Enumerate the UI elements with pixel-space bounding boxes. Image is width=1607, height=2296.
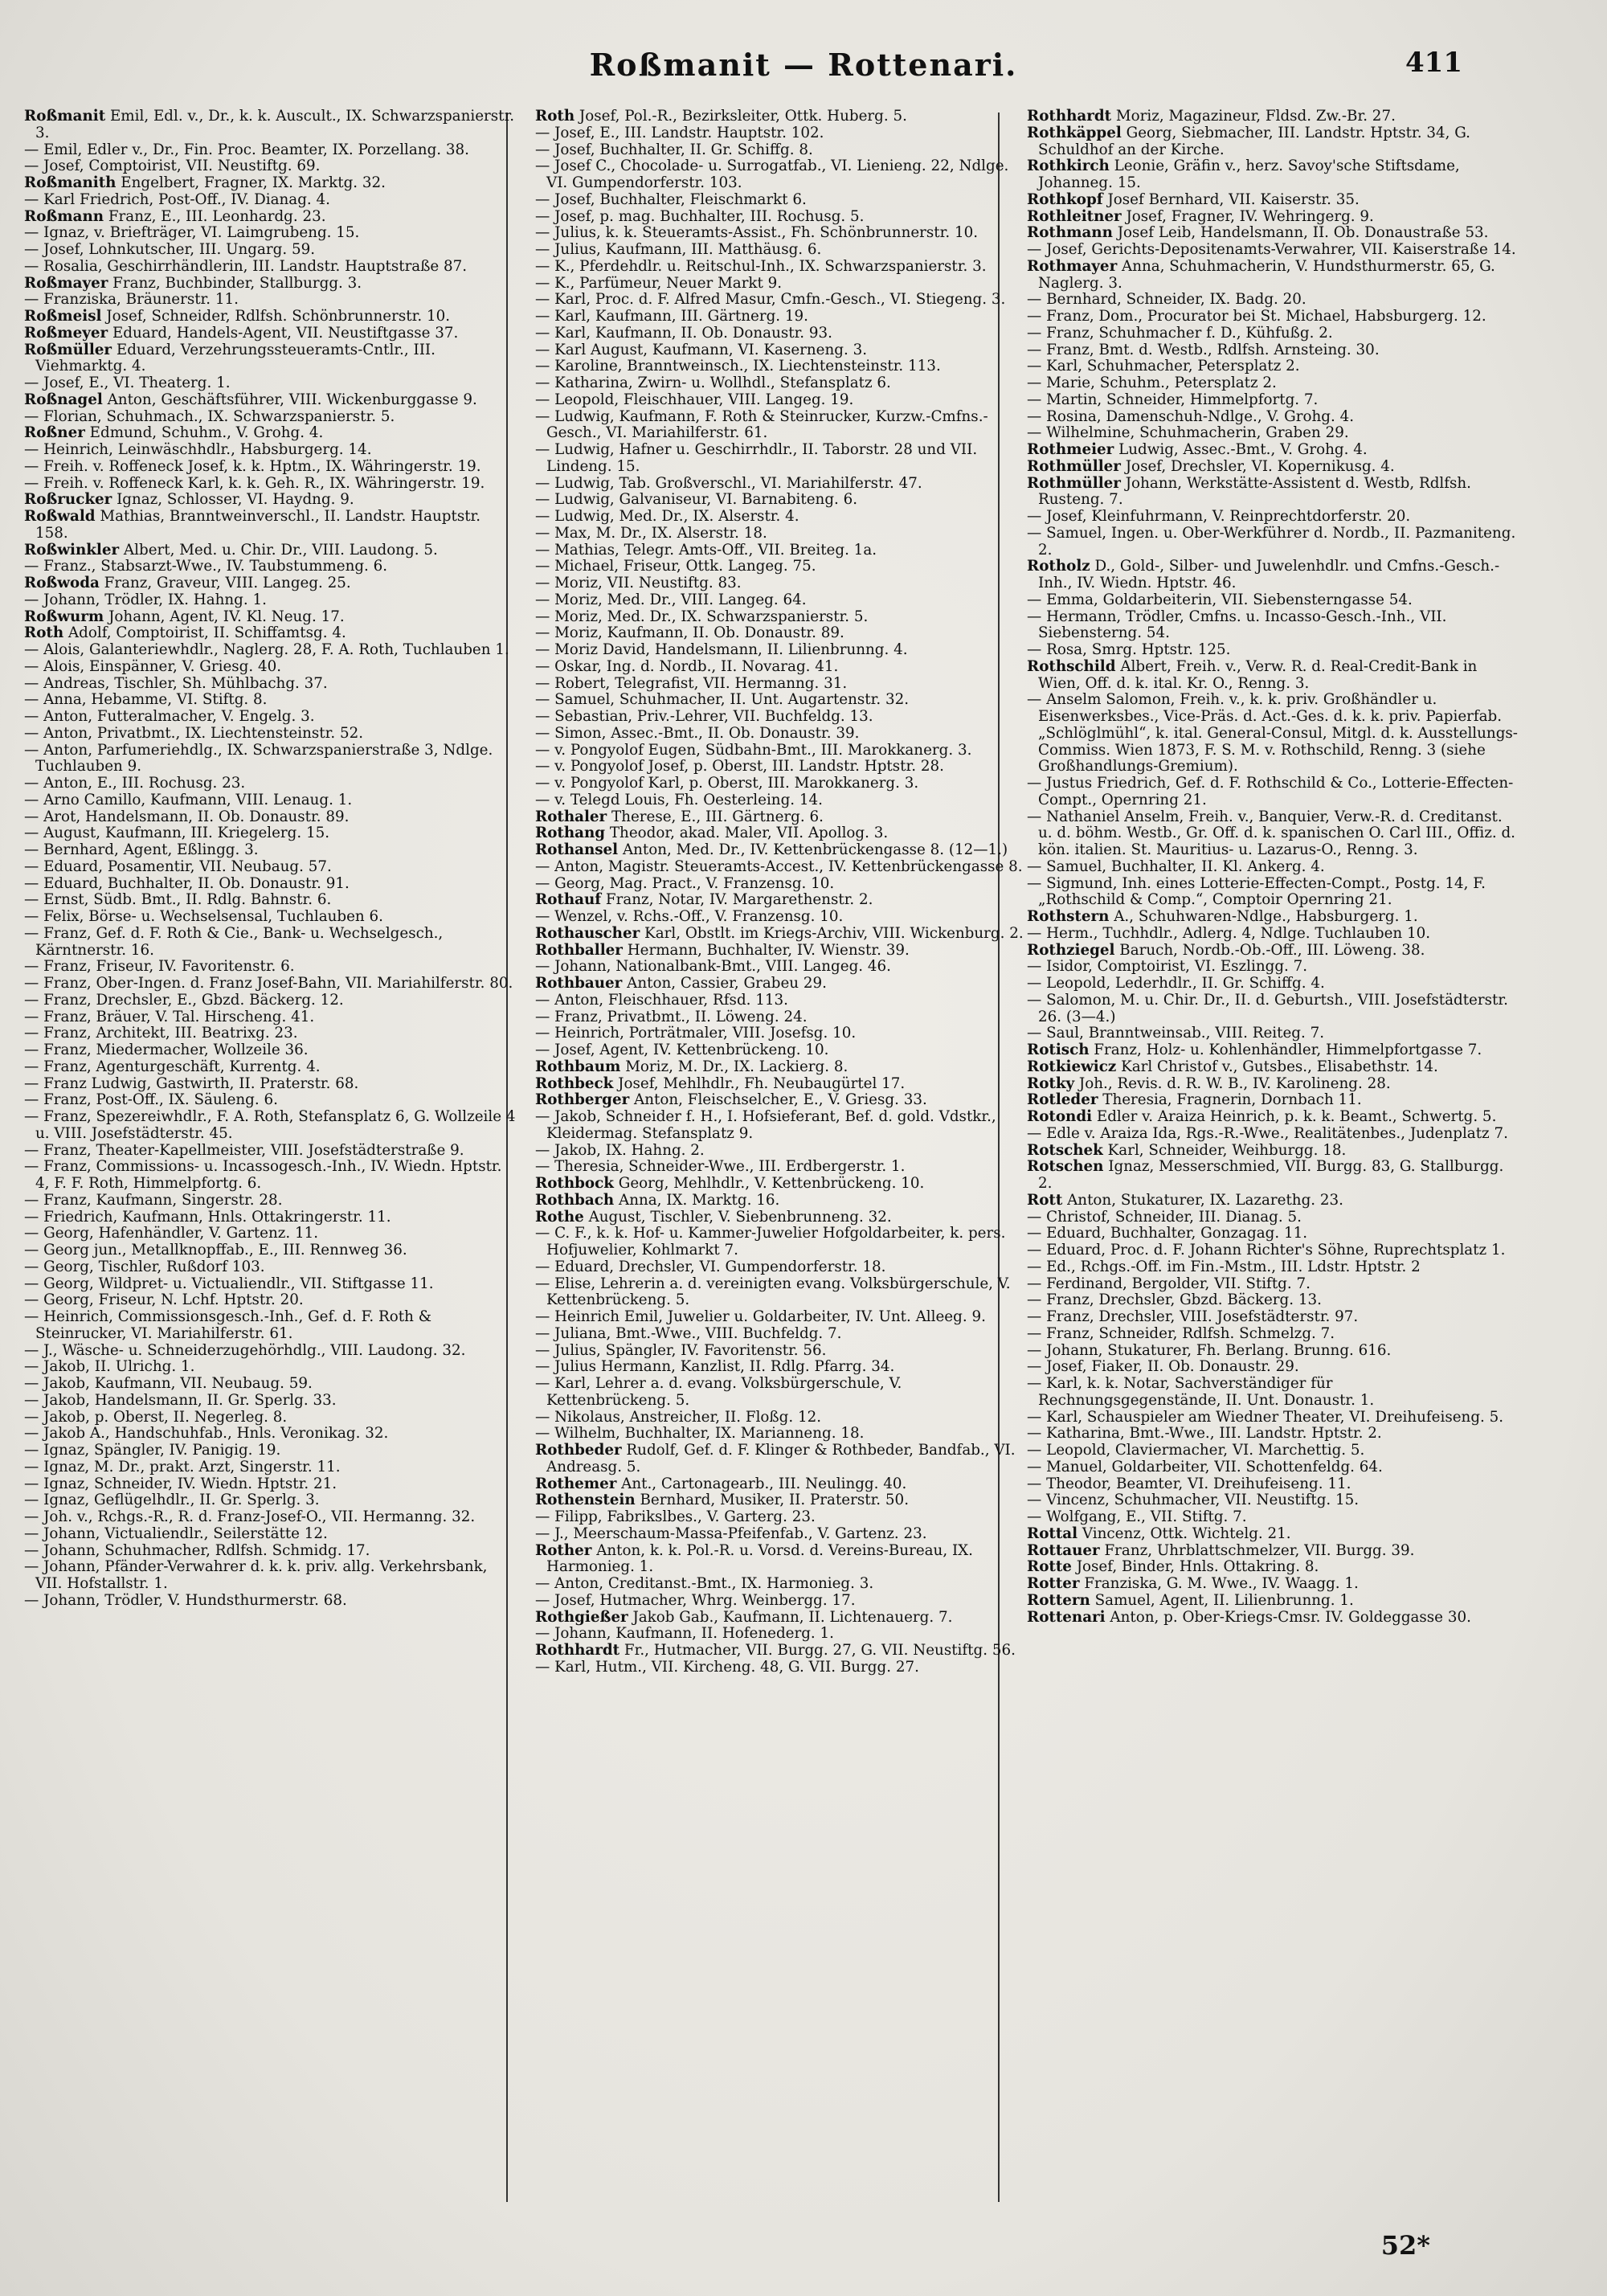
directory-entry: — Anton, Futteralmacher, V. Engelg. 3. [24, 709, 315, 725]
directory-entry: — Jakob, Kaufmann, VII. Neubaug. 59. [24, 1376, 313, 1392]
directory-entry: — Georg, Hafenhändler, V. Gartenz. 11. [24, 1226, 319, 1242]
directory-entry: — Emma, Goldarbeiterin, VII. Siebensterngasse 54. [1027, 591, 1413, 608]
directory-entry: — Josef, E., VI. Theaterg. 1. [24, 375, 231, 391]
directory-entry: — Josef, Buchhalter, Fleischmarkt 6. [535, 191, 807, 208]
directory-entry: — Josef, Agent, IV. Kettenbrückeng. 10. [535, 1042, 829, 1058]
directory-entry: — Juliana, Bmt.-Wwe., VIII. Buchfeldg. 7. [535, 1325, 842, 1342]
directory-entry: Roßmeyer Eduard, Handels-Agent, VII. Neustiftgasse 37. [24, 325, 459, 342]
directory-entry: — Ludwig, Kaufmann, F. Roth & Steinrucker, Kurzw.-Cmfns.-Gesch., VI. Mariahilferstr. 61. [535, 408, 988, 442]
directory-entry: Rotholz D., Gold-, Silber- und Juwelenhdlr. und Cmfns.-Gesch.-Inh., IV. Wiedn. Hptstr. 46. [1027, 559, 1500, 591]
directory-entry: — v. Pongyolof Karl, p. Oberst, III. Marokkanerg. 3. [535, 776, 919, 792]
directory-entry: — Samuel, Buchhalter, II. Kl. Ankerg. 4. [1027, 858, 1325, 875]
directory-entry: — Moriz, Med. Dr., IX. Schwarzspanierstr. 5. [535, 608, 869, 625]
directory-entry: — Oskar, Ing. d. Nordb., II. Novarag. 41. [535, 658, 839, 675]
directory-entry: — Heinrich Emil, Juwelier u. Goldarbeiter, IV. Unt. Alleeg. 9. [535, 1309, 986, 1325]
directory-entry: — Robert, Telegrafist, VII. Hermanng. 31. [535, 675, 848, 692]
directory-entry: — Samuel, Schuhmacher, II. Unt. Augartenstr. 32. [535, 692, 910, 709]
directory-entry: — Alois, Einspänner, V. Griesg. 40. [24, 658, 282, 675]
directory-entry: — Moriz, Kaufmann, II. Ob. Donaustr. 89. [535, 625, 844, 642]
directory-entry: Roßmayer Franz, Buchbinder, Stallburgg. 3. [24, 275, 362, 292]
directory-entry: — Nikolaus, Anstreicher, II. Floßg. 12. [535, 1409, 822, 1426]
directory-entry: Rotleder Theresia, Fragnerin, Dornbach 11. [1027, 1092, 1362, 1109]
directory-entry: Roßner Edmund, Schuhm., V. Grohg. 4. [24, 425, 324, 442]
directory-entry: Roßmann Franz, E., III. Leonhardg. 23. [24, 208, 326, 225]
directory-entry: Rott Anton, Stukaturer, IX. Lazarethg. 23. [1027, 1192, 1343, 1209]
directory-entry: — Alois, Galanteriewhdlr., Naglerg. 28, F. A. Roth, Tuchlauben 1. [24, 642, 509, 658]
directory-entry: — Arot, Handelsmann, II. Ob. Donaustr. 89. [24, 808, 350, 825]
directory-entry: Rothkirch Leonie, Gräfin v., herz. Savoy'sche Stiftsdame, Johanneg. 15. [1027, 158, 1460, 191]
directory-entry: — Filipp, Fabrikslbes., V. Garterg. 23. [535, 1509, 816, 1525]
directory-entry: — Franz, Bräuer, V. Tal. Hirscheng. 41. [24, 1009, 315, 1025]
directory-entry: — Hermann, Trödler, Cmfns. u. Incasso-Gesch.-Inh., VII. Siebensterng. 54. [1027, 608, 1447, 642]
directory-entry: — Johann, Trödler, V. Hundsthurmerstr. 68. [24, 1592, 347, 1609]
directory-entry: — Franz, Agenturgeschäft, Kurrentg. 4. [24, 1058, 321, 1075]
directory-entry: — Franz, Miedermacher, Wollzeile 36. [24, 1042, 309, 1058]
directory-entry: — Josef C., Chocolade- u. Surrogatfab., VI. Lienieng. 22, Ndlge. VI. Gumpendorferstr. 103. [535, 158, 1009, 191]
directory-entry: — Samuel, Ingen. u. Ober-Werkführer d. Nordb., II. Pazmaniteng. 2. [1027, 525, 1516, 559]
page-number: 411 [1405, 47, 1462, 79]
directory-entry: — Ludwig, Galvaniseur, VI. Barnabiteng. 6. [535, 492, 858, 509]
directory-entry: Roßwurm Johann, Agent, IV. Kl. Neug. 17. [24, 608, 345, 625]
directory-entry: — Franz, Theater-Kapellmeister, VIII. Josefstädterstraße 9. [24, 1142, 464, 1159]
directory-entry: — J., Wäsche- u. Schneiderzugehörhdlg., VIII. Laudong. 32. [24, 1342, 466, 1359]
directory-entry: — Franziska, Bräunerstr. 11. [24, 292, 239, 309]
directory-entry: — Julius Hermann, Kanzlist, II. Rdlg. Pfarrg. 34. [535, 1359, 895, 1376]
directory-entry: — Jakob, Handelsmann, II. Gr. Sperlg. 33. [24, 1392, 337, 1409]
directory-entry: — Franz, Schneider, Rdlfsh. Schmelzg. 7. [1027, 1325, 1335, 1342]
directory-entry: — Eduard, Posamentir, VII. Neubaug. 57. [24, 858, 332, 875]
directory-entry: — Anselm Salomon, Freih. v., k. k. priv. Großhändler u. Eisenwerksbes., Vice-Präs. d. Act.-Ges. d. k. k. priv. Papierfab. „Schlöglmühl“, k. ital. General-Consul, Mitgl. d. k. Ausstellungs-Commiss. Wien 1873, F. S. M. v. Rothschild, Renng. 3 (siehe Großhandlungs-Gremium). [1027, 692, 1518, 776]
directory-entry: Rothbock Georg, Mehlhdlr., V. Kettenbrückeng. 10. [535, 1176, 925, 1192]
directory-entry: — Salomon, M. u. Chir. Dr., II. d. Geburtsh., VIII. Josefstädterstr. 26. (3—4.) [1027, 992, 1508, 1025]
directory-entry: — Georg, Tischler, Rußdorf 103. [24, 1259, 265, 1275]
directory-entry: — K., Pferdehdlr. u. Reitschul-Inh., IX. Schwarzspanierstr. 3. [535, 258, 987, 275]
directory-entry: — Johann, Kaufmann, II. Hofenederg. 1. [535, 1626, 834, 1643]
directory-entry: — Jakob, p. Oberst, II. Negerleg. 8. [24, 1409, 288, 1426]
directory-entry: — Ignaz, Schneider, IV. Wiedn. Hptstr. 21. [24, 1475, 337, 1492]
directory-entry: — Rosa, Smrg. Hptstr. 125. [1027, 642, 1231, 658]
directory-entry: — Franz, Gef. d. F. Roth & Cie., Bank- u. Wechselgesch., Kärntnerstr. 16. [24, 925, 444, 959]
directory-entry: Rottal Vincenz, Ottk. Wichtelg. 21. [1027, 1525, 1291, 1542]
directory-entry: — Josef, Fiaker, II. Ob. Donaustr. 29. [1027, 1359, 1299, 1376]
directory-entry: — Franz, Dom., Procurator bei St. Michael, Habsburgerg. 12. [1027, 309, 1486, 325]
directory-entry: Roßwoda Franz, Graveur, VIII. Langeg. 25. [24, 575, 351, 591]
column-2 [535, 108, 1027, 2206]
directory-entry: — Max, M. Dr., IX. Alserstr. 18. [535, 525, 767, 542]
directory-entry: Roßmanit Emil, Edl. v., Dr., k. k. Auscult., IX. Schwarzspanierstr. 3. [24, 108, 515, 141]
directory-entry: — Julius, Kaufmann, III. Matthäusg. 6. [535, 242, 822, 258]
directory-entry: — Moriz, Med. Dr., VIII. Langeg. 64. [535, 591, 807, 608]
directory-entry: — Karl, k. k. Notar, Sachverständiger für Rechnungsgegenstände, II. Unt. Donaustr. 1. [1027, 1376, 1375, 1409]
directory-entry: Rotter Franziska, G. M. Wwe., IV. Waagg. 1. [1027, 1576, 1359, 1592]
directory-entry: Rothemer Ant., Cartonagearb., III. Neulingg. 40. [535, 1475, 907, 1492]
directory-entry: — Franz, Spezereiwhdlr., F. A. Roth, Stefansplatz 6, G. Wollzeile 4 u. VIII. Josefstädterstr. 45. [24, 1109, 516, 1142]
directory-entry: Rottern Samuel, Agent, II. Lilienbrunng. 1. [1027, 1592, 1354, 1609]
directory-entry: — Franz, Drechsler, Gbzd. Bäckerg. 13. [1027, 1292, 1322, 1309]
directory-entry: Rothballer Hermann, Buchhalter, IV. Wienstr. 39. [535, 942, 910, 959]
directory-entry: — Heinrich, Commissionsgesch.-Inh., Gef. d. F. Roth & Steinrucker, VI. Mariahilferstr. 61. [24, 1309, 431, 1342]
directory-entry: Rothschild Albert, Freih. v., Verw. R. d. Real-Credit-Bank in Wien, Off. d. k. ital. Kr. O., Renng. 3. [1027, 658, 1478, 692]
directory-entry: Rothziegel Baruch, Nordb.-Ob.-Off., III. Löweng. 38. [1027, 942, 1425, 959]
directory-entry: — Josef, Comptoirist, VII. Neustiftg. 69. [24, 158, 321, 175]
directory-entry: — Ludwig, Tab. Großverschl., VI. Mariahilferstr. 47. [535, 475, 922, 492]
directory-entry: — Leopold, Claviermacher, VI. Marchettig. 5. [1027, 1443, 1365, 1459]
directory-entry: — Freih. v. Roffeneck Josef, k. k. Hptm., IX. Währingerstr. 19. [24, 458, 481, 475]
directory-entry: Rothkäppel Georg, Siebmacher, III. Landstr. Hptstr. 34, G. Schuldhof an der Kirche. [1027, 125, 1470, 158]
directory-entry: — Josef, Lohnkutscher, III. Ungarg. 59. [24, 242, 316, 258]
directory-entry: — Wenzel, v. Rchs.-Off., V. Franzensg. 10. [535, 909, 844, 925]
directory-entry: — Georg, Wildpret- u. Victualiendlr., VII. Stiftgasse 11. [24, 1275, 434, 1292]
directory-entry: — Felix, Börse- u. Wechselsensal, Tuchlauben 6. [24, 909, 383, 925]
directory-entry: Roßrucker Ignaz, Schlosser, VI. Haydng. 9. [24, 492, 354, 509]
directory-entry: — Ernst, Südb. Bmt., II. Rdlg. Bahnstr. 6. [24, 892, 332, 909]
page-title: Roßmanit — Rottenari. [589, 47, 1018, 83]
directory-entry: Rothe August, Tischler, V. Siebenbrunneng. 32. [535, 1209, 892, 1226]
directory-entry: Rothkopf Josef Bernhard, VII. Kaiserstr. 35. [1027, 191, 1360, 208]
directory-entry: Rothbeder Rudolf, Gef. d. F. Klinger & Rothbeder, Bandfab., VI. Andreasg. 5. [535, 1443, 1016, 1475]
directory-entry: — Bernhard, Agent, Eßlingg. 3. [24, 842, 259, 858]
directory-entry: — Julius, Spängler, IV. Favoritenstr. 56. [535, 1342, 827, 1359]
directory-entry: Rothauf Franz, Notar, IV. Margarethenstr. 2. [535, 892, 873, 909]
directory-entry: — Anton, E., III. Rochusg. 23. [24, 776, 246, 792]
directory-entry: — Franz, Privatbmt., II. Löweng. 24. [535, 1009, 808, 1025]
directory-entry: — Eduard, Buchhalter, Gonzagag. 11. [1027, 1226, 1308, 1242]
directory-entry: — Moriz, VII. Neustiftg. 83. [535, 575, 742, 591]
directory-entry: — Theresia, Schneider-Wwe., III. Erdbergerstr. 1. [535, 1159, 906, 1176]
directory-entry: — Herm., Tuchhdlr., Adlerg. 4, Ndlge. Tuchlauben 10. [1027, 925, 1431, 942]
directory-entry: — J., Meerschaum-Massa-Pfeifenfab., V. Gartenz. 23. [535, 1525, 927, 1542]
directory-entry: — Bernhard, Schneider, IX. Badg. 20. [1027, 292, 1306, 309]
directory-entry: — Franz, Friseur, IV. Favoritenstr. 6. [24, 959, 295, 976]
directory-entry: — Georg, Friseur, N. Lchf. Hptstr. 20. [24, 1292, 304, 1309]
directory-entry: — Rosina, Damenschuh-Ndlge., V. Grohg. 4. [1027, 408, 1355, 425]
directory-entry: — Florian, Schuhmach., IX. Schwarzspanierstr. 5. [24, 408, 395, 425]
directory-entry: — Marie, Schuhm., Petersplatz 2. [1027, 375, 1277, 391]
directory-entry: — Katharina, Zwirn- u. Wollhdl., Stefansplatz 6. [535, 375, 891, 391]
directory-entry: — Karl August, Kaufmann, VI. Kaserneng. 3. [535, 342, 868, 358]
directory-entry: — Nathaniel Anselm, Freih. v., Banquier, Verw.-R. d. Creditanst. u. d. böhm. Westb., Gr. Off. d. k. spanischen O. Carl III., Offiz. d. kön. italien. St. Mauritius- u. Lazarus-O., Renng. 3. [1027, 808, 1515, 858]
directory-entry: — C. F., k. k. Hof- u. Kammer-Juwelier Hofgoldarbeiter, k. pers. Hofjuwelier, Kohlmarkt 7. [535, 1226, 1006, 1259]
directory-entry: — Martin, Schneider, Himmelpfortg. 7. [1027, 391, 1319, 408]
directory-entry: Rotky Joh., Revis. d. R. W. B., IV. Karolineng. 28. [1027, 1075, 1391, 1092]
page-header [0, 47, 1607, 95]
directory-entry: Rothgießer Jakob Gab., Kaufmann, II. Lichtenauerg. 7. [535, 1609, 953, 1626]
directory-entry: — Ludwig, Hafner u. Geschirrhdlr., II. Taborstr. 28 und VII. Lindeng. 15. [535, 442, 978, 475]
directory-entry: Rother Anton, k. k. Pol.-R. u. Vorsd. d. Vereins-Bureau, IX. Harmonieg. 1. [535, 1542, 973, 1576]
directory-entry: Rothmayer Anna, Schuhmacherin, V. Hundsthurmerstr. 65, G. Naglerg. 3. [1027, 258, 1495, 292]
directory-entry: — Anton, Creditanst.-Bmt., IX. Harmonieg. 3. [535, 1576, 874, 1592]
directory-entry: — Franz, Drechsler, VIII. Josefstädterstr. 97. [1027, 1309, 1359, 1325]
directory-entry: — Karl Friedrich, Post-Off., IV. Dianag. 4. [24, 191, 330, 208]
directory-entry: — Katharina, Bmt.-Wwe., III. Landstr. Hptstr. 2. [1027, 1426, 1382, 1443]
directory-entry: — Arno Camillo, Kaufmann, VIII. Lenaug. 1. [24, 792, 353, 808]
directory-entry: — Franz, Bmt. d. Westb., Rdlfsh. Arnsteing. 30. [1027, 342, 1380, 358]
directory-entry: — Andreas, Tischler, Sh. Mühlbachg. 37. [24, 675, 328, 692]
directory-entry: — Franz, Commissions- u. Incassogesch.-Inh., IV. Wiedn. Hptstr. 4, F. F. Roth, Himmelpfortg. 6. [24, 1159, 502, 1192]
directory-entry: — Anton, Parfumeriehdlg., IX. Schwarzspanierstraße 3, Ndlge. Tuchlauben 9. [24, 742, 493, 776]
directory-entry: — Friedrich, Kaufmann, Hnls. Ottakringerstr. 11. [24, 1209, 391, 1226]
directory-entry: — Wolfgang, E., VII. Stiftg. 7. [1027, 1509, 1247, 1525]
directory-entry: — Justus Friedrich, Gef. d. F. Rothschild & Co., Lotterie-Effecten-Compt., Opernring 21. [1027, 776, 1514, 808]
directory-entry: Roßmeisl Josef, Schneider, Rdlfsh. Schönbrunnerstr. 10. [24, 309, 451, 325]
directory-entry: — Michael, Friseur, Ottk. Langeg. 75. [535, 559, 816, 575]
directory-entry: Rothstern A., Schuhwaren-Ndlge., Habsburgerg. 1. [1027, 909, 1418, 925]
directory-entry: — Ed., Rchgs.-Off. im Fin.-Mstm., III. Ldstr. Hptstr. 2 [1027, 1259, 1421, 1275]
directory-entry: Rotkiewicz Karl Christof v., Gutsbes., Elisabethstr. 14. [1027, 1058, 1438, 1075]
directory-entry: Roßmüller Eduard, Verzehrungssteueramts-Cntlr., III. Viehmarktg. 4. [24, 342, 435, 375]
directory-entry: — Eduard, Proc. d. F. Johann Richter's Söhne, Ruprechtsplatz 1. [1027, 1242, 1506, 1259]
directory-entry: Rothhardt Fr., Hutmacher, VII. Burgg. 27, G. VII. Neustiftg. 56. [535, 1643, 1016, 1659]
directory-entry: — Joh. v., Rchgs.-R., R. d. Franz-Josef-O., VII. Hermanng. 32. [24, 1509, 476, 1525]
directory-entry: Rothbeck Josef, Mehlhdlr., Fh. Neubaugürtel 17. [535, 1075, 906, 1092]
directory-entry: — Saul, Branntweinsab., VIII. Reiteg. 7. [1027, 1025, 1325, 1042]
directory-entry: — Franz, Drechsler, E., Gbzd. Bäckerg. 12. [24, 992, 344, 1009]
directory-entry: — Anton, Magistr. Steueramts-Accest., IV. Kettenbrückengasse 8. [535, 858, 1023, 875]
directory-entry: Rothbauer Anton, Cassier, Grabeu 29. [535, 976, 827, 992]
directory-entry: — Johann, Victualiendlr., Seilerstätte 12. [24, 1525, 328, 1542]
directory-entry: — Jakob A., Handschuhfab., Hnls. Veronikag. 32. [24, 1426, 389, 1443]
directory-entry: — Heinrich, Leinwäschhdlr., Habsburgerg. 14. [24, 442, 372, 458]
directory-entry: — Anton, Privatbmt., IX. Liechtensteinstr. 52. [24, 725, 364, 742]
directory-entry: — Josef, E., III. Landstr. Hauptstr. 102. [535, 125, 824, 141]
sheet-signature: 52* [1380, 2230, 1430, 2261]
directory-entry: — Karoline, Branntweinsch., IX. Liechtensteinstr. 113. [535, 358, 941, 375]
directory-entry: — Josef, Kleinfuhrmann, V. Reinprechtdorferstr. 20. [1027, 509, 1411, 525]
directory-entry: — Franz., Stabsarzt-Wwe., IV. Taubstummeng. 6. [24, 559, 388, 575]
directory-entry: — Anton, Fleischhauer, Rfsd. 113. [535, 992, 788, 1009]
directory-entry: Rothbach Anna, IX. Marktg. 16. [535, 1192, 780, 1209]
directory-entry: — Jakob, IX. Hahng. 2. [535, 1142, 705, 1159]
directory-entry: — Rosalia, Geschirrhändlerin, III. Landstr. Hauptstraße 87. [24, 258, 468, 275]
directory-entry: — Johann, Stukaturer, Fh. Berlang. Brunng. 616. [1027, 1342, 1392, 1359]
directory-entry: Rothmeier Ludwig, Assec.-Bmt., V. Grohg. 4. [1027, 442, 1368, 458]
directory-entry: — Emil, Edler v., Dr., Fin. Proc. Beamter, IX. Porzellang. 38. [24, 141, 469, 158]
directory-entry: — Moriz David, Handelsmann, II. Lilienbrunng. 4. [535, 642, 908, 658]
directory-entry: — Karl, Schauspieler am Wiedner Theater, VI. Dreihufeiseng. 5. [1027, 1409, 1504, 1426]
directory-entry: — Julius, k. k. Steueramts-Assist., Fh. Schönbrunnerstr. 10. [535, 225, 979, 242]
directory-entry: — Georg, Mag. Pract., V. Franzensg. 10. [535, 875, 835, 892]
directory-entry: — Eduard, Buchhalter, II. Ob. Donaustr. 91. [24, 875, 350, 892]
directory-entry: Rotschen Ignaz, Messerschmied, VII. Burgg. 83, G. Stallburgg. 2. [1027, 1159, 1504, 1192]
directory-entry: — Sebastian, Priv.-Lehrer, VII. Buchfeldg. 13. [535, 709, 873, 725]
directory-entry: — Edle v. Araiza Ida, Rgs.-R.-Wwe., Realitätenbes., Judenplatz 7. [1027, 1125, 1508, 1142]
column-1 [24, 108, 516, 2206]
directory-entry: — Josef, Gerichts-Depositenamts-Verwahrer, VII. Kaiserstraße 14. [1027, 242, 1516, 258]
directory-entry: — Johann, Pfänder-Verwahrer d. k. k. priv. allg. Verkehrsbank, VII. Hofstallstr. 1. [24, 1559, 488, 1592]
directory-entry: — Johann, Trödler, IX. Hahng. 1. [24, 591, 267, 608]
directory-entry: Rothmüller Josef, Drechsler, VI. Kopernikusg. 4. [1027, 458, 1395, 475]
directory-entry: — Franz, Kaufmann, Singerstr. 28. [24, 1192, 283, 1209]
directory-entry: Rothansel Anton, Med. Dr., IV. Kettenbrückengasse 8. (12—1.) [535, 842, 1008, 858]
directory-entry: — Mathias, Telegr. Amts-Off., VII. Breiteg. 1a. [535, 542, 877, 559]
directory-entry: Rothenstein Bernhard, Musiker, II. Praterstr. 50. [535, 1492, 909, 1509]
directory-entry: — Karl, Kaufmann, III. Gärtnerg. 19. [535, 309, 808, 325]
directory-entry: — Franz, Architekt, III. Beatrixg. 23. [24, 1025, 298, 1042]
directory-entry: — Karl, Kaufmann, II. Ob. Donaustr. 93. [535, 325, 832, 342]
directory-entry: — Isidor, Comptoirist, VI. Eszlingg. 7. [1027, 959, 1308, 976]
directory-entry: — Eduard, Drechsler, VI. Gumpendorferstr. 18. [535, 1259, 886, 1275]
directory-entry: — Josef, Hutmacher, Whrg. Weinbergg. 17. [535, 1592, 856, 1609]
directory-entry: — K., Parfümeur, Neuer Markt 9. [535, 275, 783, 292]
directory-entry: — Ferdinand, Bergolder, VII. Stiftg. 7. [1027, 1275, 1311, 1292]
directory-entry: Rottenari Anton, p. Ober-Kriegs-Cmsr. IV. Goldeggasse 30. [1027, 1609, 1471, 1626]
directory-entry: — Elise, Lehrerin a. d. vereinigten evang. Volksbürgerschule, V. Kettenbrückeng. 5. [535, 1275, 1011, 1309]
directory-entry: — Ignaz, M. Dr., prakt. Arzt, Singerstr. 11. [24, 1459, 341, 1475]
directory-entry: — Karl, Hutm., VII. Kircheng. 48, G. VII. Burgg. 27. [535, 1659, 919, 1676]
directory-entry: Rothleitner Josef, Fragner, IV. Wehringerg. 9. [1027, 208, 1374, 225]
directory-entry: — Georg jun., Metallknopffab., E., III. Rennweg 36. [24, 1242, 407, 1259]
directory-entry: Rothberger Anton, Fleischselcher, E., V. Griesg. 33. [535, 1092, 927, 1109]
directory-entry: — Jakob, Schneider f. H., I. Hofsieferant, Bef. d. gold. Vdstkr., Kleidermag. Stefansplatz 9. [535, 1109, 996, 1142]
directory-entry: Rothbaum Moriz, M. Dr., IX. Lackierg. 8. [535, 1058, 848, 1075]
directory-entry: Roth Josef, Pol.-R., Bezirksleiter, Ottk. Huberg. 5. [535, 108, 907, 125]
directory-entry: — Vincenz, Schuhmacher, VII. Neustiftg. 15. [1027, 1492, 1360, 1509]
directory-entry: Roßmanith Engelbert, Fragner, IX. Marktg. 32. [24, 175, 386, 191]
directory-entry: — Franz, Post-Off., IX. Säuleng. 6. [24, 1092, 278, 1109]
directory-entry: — Johann, Schuhmacher, Rdlfsh. Schmidg. 17. [24, 1542, 370, 1559]
directory-entry: — Theodor, Beamter, VI. Dreihufeiseng. 11. [1027, 1475, 1351, 1492]
directory-entry: Rotschek Karl, Schneider, Weihburgg. 18. [1027, 1142, 1347, 1159]
directory-entry: — Jakob, II. Ulrichg. 1. [24, 1359, 195, 1376]
directory-entry: — Ludwig, Med. Dr., IX. Alserstr. 4. [535, 509, 799, 525]
directory-entry: — Manuel, Goldarbeiter, VII. Schottenfeldg. 64. [1027, 1459, 1383, 1475]
directory-entry: Rothang Theodor, akad. Maler, VII. Apollog. 3. [535, 825, 889, 842]
directory-entry: Rothaler Therese, E., III. Gärtnerg. 6. [535, 808, 824, 825]
directory-entry: Rotisch Franz, Holz- u. Kohlenhändler, Himmelpfortgasse 7. [1027, 1042, 1482, 1058]
directory-entry: — Ignaz, v. Briefträger, VI. Laimgrubeng. 15. [24, 225, 360, 242]
directory-entry: — Ignaz, Geflügelhdlr., II. Gr. Sperlg. 3. [24, 1492, 320, 1509]
directory-entry: Rothhardt Moriz, Magazineur, Fldsd. Zw.-Br. 27. [1027, 108, 1396, 125]
directory-entry: — Karl, Schuhmacher, Petersplatz 2. [1027, 358, 1300, 375]
directory-entry: — Freih. v. Roffeneck Karl, k. k. Geh. R., IX. Währingerstr. 19. [24, 475, 485, 492]
directory-entry: — Franz, Ober-Ingen. d. Franz Josef-Bahn, VII. Mariahilferstr. 80. [24, 976, 513, 992]
directory-entry: — Franz, Schuhmacher f. D., Kühfußg. 2. [1027, 325, 1333, 342]
directory-entry: — Karl, Lehrer a. d. evang. Volksbürgerschule, V. Kettenbrückeng. 5. [535, 1376, 902, 1409]
directory-entry: — v. Telegd Louis, Fh. Oesterleing. 14. [535, 792, 823, 808]
directory-entry: — Franz Ludwig, Gastwirth, II. Praterstr. 68. [24, 1075, 359, 1092]
directory-entry: Rothmüller Johann, Werkstätte-Assistent d. Westb, Rdlfsh. Rusteng. 7. [1027, 475, 1471, 509]
directory-entry: — v. Pongyolof Josef, p. Oberst, III. Landstr. Hptstr. 28. [535, 759, 944, 776]
directory-entry: Roth Adolf, Comptoirist, II. Schiffamtsg. 4. [24, 625, 346, 642]
directory-entry: — Leopold, Fleischhauer, VIII. Langeg. 19. [535, 391, 854, 408]
directory-entry: Roßnagel Anton, Geschäftsführer, VIII. Wickenburggasse 9. [24, 391, 477, 408]
directory-entry: — Sigmund, Inh. eines Lotterie-Effecten-Compt., Postg. 14, F. „Rothschild & Comp.“, Comptoir Opernring 21. [1027, 875, 1486, 909]
directory-entry: — Josef, p. mag. Buchhalter, III. Rochusg. 5. [535, 208, 865, 225]
directory-entry: Rottauer Franz, Uhrblattschmelzer, VII. Burgg. 39. [1027, 1542, 1415, 1559]
directory-entry: — Leopold, Lederhdlr., II. Gr. Schiffg. 4. [1027, 976, 1325, 992]
directory-entry: Rotte Josef, Binder, Hnls. Ottakring. 8. [1027, 1559, 1319, 1576]
directory-entry: — Anna, Hebamme, VI. Stiftg. 8. [24, 692, 268, 709]
directory-entry: — Josef, Buchhalter, II. Gr. Schiffg. 8. [535, 141, 813, 158]
directory-entry: — Ignaz, Spängler, IV. Panigig. 19. [24, 1443, 281, 1459]
column-3 [1027, 108, 1519, 2206]
directory-entry: Rothmann Josef Leib, Handelsmann, II. Ob. Donaustraße 53. [1027, 225, 1489, 242]
directory-entry: Rothauscher Karl, Obstlt. im Kriegs-Archiv, VIII. Wickenburg. 2. [535, 925, 1024, 942]
directory-entry: — August, Kaufmann, III. Kriegelerg. 15. [24, 825, 330, 842]
directory-entry: Rotondi Edler v. Araiza Heinrich, p. k. k. Beamt., Schwertg. 5. [1027, 1109, 1497, 1125]
directory-entry: — Wilhelm, Buchhalter, IX. Marianneng. 18. [535, 1426, 865, 1443]
directory-entry: — Johann, Nationalbank-Bmt., VIII. Langeg. 46. [535, 959, 891, 976]
directory-entry: Roßwald Mathias, Branntweinverschl., II. Landstr. Hauptstr. 158. [24, 509, 481, 542]
directory-entry: — Christof, Schneider, III. Dianag. 5. [1027, 1209, 1302, 1226]
directory-entry: — Heinrich, Porträtmaler, VIII. Josefsg. 10. [535, 1025, 857, 1042]
directory-entry: — Simon, Assec.-Bmt., II. Ob. Donaustr. 39. [535, 725, 860, 742]
directory-entry: — Wilhelmine, Schuhmacherin, Graben 29. [1027, 425, 1349, 442]
directory-entry: — Karl, Proc. d. F. Alfred Masur, Cmfn.-Gesch., VI. Stiegeng. 3. [535, 292, 1006, 309]
directory-entry: — v. Pongyolof Eugen, Südbahn-Bmt., III. Marokkanerg. 3. [535, 742, 972, 759]
directory-entry: Roßwinkler Albert, Med. u. Chir. Dr., VIII. Laudong. 5. [24, 542, 438, 559]
